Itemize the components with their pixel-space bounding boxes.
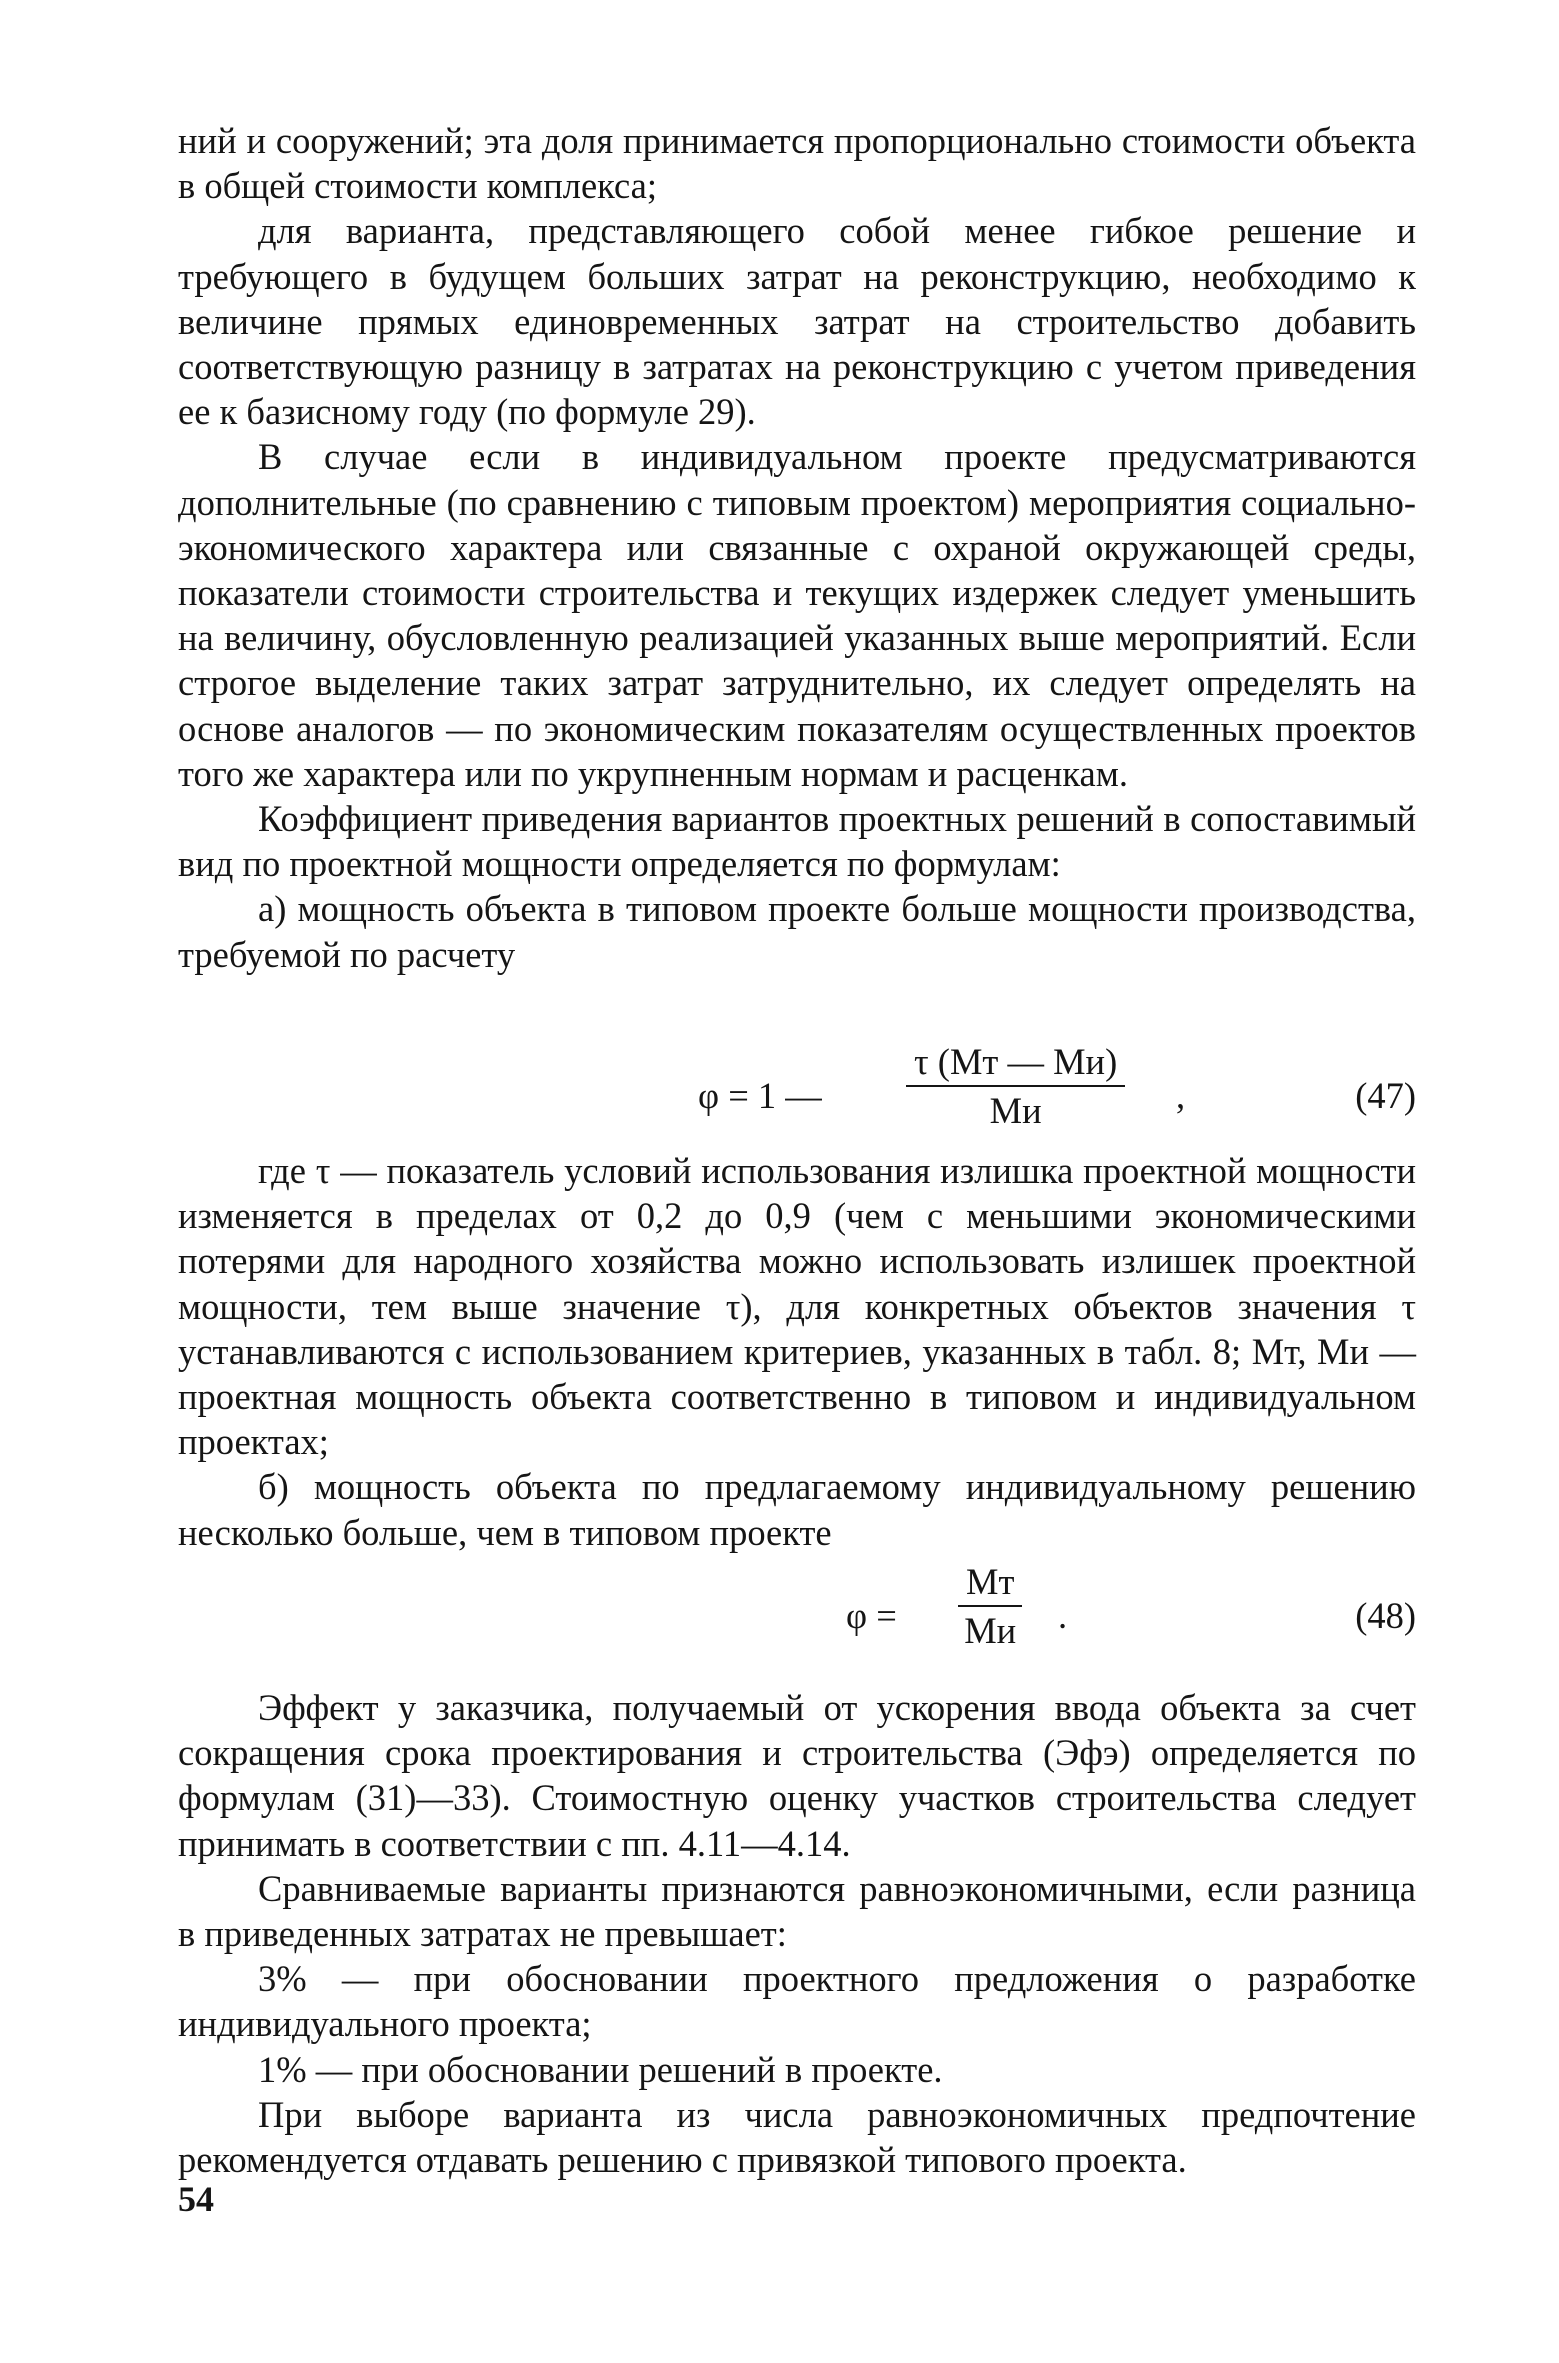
- paragraph: для варианта, представляющего собой менее гибкое решение и требующего в будущем больших затрат на реконструкцию, необходимо к величине прямых единовременных затрат на строительство добавить соответствующую разницу в затратах на реконструкцию с учетом приведения ее к базисному году (по формуле 29).: [178, 210, 1416, 433]
- paragraph: 1% — при обосновании решений в проекте.: [258, 2048, 943, 2090]
- text-block-top: [178, 118, 1416, 977]
- paragraph: При выборе варианта из числа равноэкономичных предпочтение рекомендуется отдавать решению с привязкой типового проекта.: [178, 2093, 1416, 2181]
- formula-numerator: Mт: [966, 1561, 1015, 1602]
- paragraph: Эффект у заказчика, получаемый от ускорения ввода объекта за счет сокращения срока проектирования и строительства (Эфэ) определяется по формулам (31)—33). Стоимостную оценку участков строительства следует принимать в соответствии с пп. 4.11—4.14.: [178, 1687, 1416, 1864]
- paragraph: В случае если в индивидуальном проекте предусматриваются дополнительные (по сравнению с типовым проектом) мероприятия социально-экономического характера или связанные с охраной окружающей среды, показатели стоимости строительства и текущих издержек следует уменьшить на величину, обусловленную реализацией указанных выше мероприятий. Если строгое выделение таких затрат затруднительно, их следует определять на основе аналогов — по экономическим показателям осуществленных проектов того же характера или по укрупненным нормам и расценкам.: [178, 436, 1416, 794]
- formula-fraction: [906, 1040, 1125, 1132]
- formula-numerator: τ (Mт — Mи): [914, 1041, 1118, 1082]
- formula-punctuation: .: [1058, 1595, 1068, 1636]
- paragraph: б) мощность объекта по предлагаемому индивидуальному решению несколько больше, чем в типовом проекте: [178, 1466, 1416, 1553]
- paragraph: 3% — при обосновании проектного предложения о разработке индивидуального проекта;: [178, 1958, 1416, 2045]
- paragraph: Сравниваемые варианты признаются равноэкономичными, если разница в приведенных затратах не превышает:: [178, 1867, 1416, 1955]
- fraction-bar: [958, 1605, 1022, 1607]
- paragraph: а) мощность объекта в типовом проекте больше мощности производства, требуемой по расчету: [178, 888, 1416, 975]
- formula-denominator: Mи: [989, 1090, 1042, 1131]
- formula-denominator: Mи: [964, 1610, 1017, 1651]
- paragraph: Коэффициент приведения вариантов проектных решений в сопоставимый вид по проектной мощности определяется по формулам:: [178, 798, 1416, 885]
- fraction-bar: [906, 1085, 1125, 1087]
- paragraph: где τ — показатель условий использования излишка проектной мощности изменяется в пределах от 0,2 до 0,9 (чем с меньшими экономическими потерями для народного хозяйства можно использовать излишек проектной мощности, тем выше значение τ), для конкретных объектов значения τ устанавливаются с использованием критериев, указанных в табл. 8; Mт, Mи — проектная мощность объекта соответственно в типовом и индивидуальном проектах;: [178, 1150, 1416, 1463]
- formula-47: [178, 1040, 1416, 1150]
- paragraph: ний и сооружений; эта доля принимается пропорционально стоимости объекта в общей стоимости комплекса;: [178, 120, 1416, 207]
- page-number: 54: [178, 2179, 214, 2219]
- formula-48: [178, 1560, 1416, 1670]
- formula-punctuation: ,: [1176, 1075, 1186, 1116]
- equation-number: (48): [1355, 1595, 1416, 1636]
- text-block-bottom: [178, 1685, 1416, 2182]
- text-block-mid: [178, 1148, 1416, 1555]
- equation-number: (47): [1355, 1075, 1416, 1116]
- formula-fraction: [958, 1560, 1022, 1652]
- formula-lhs: φ =: [846, 1595, 897, 1636]
- formula-lhs: φ = 1 —: [698, 1075, 822, 1116]
